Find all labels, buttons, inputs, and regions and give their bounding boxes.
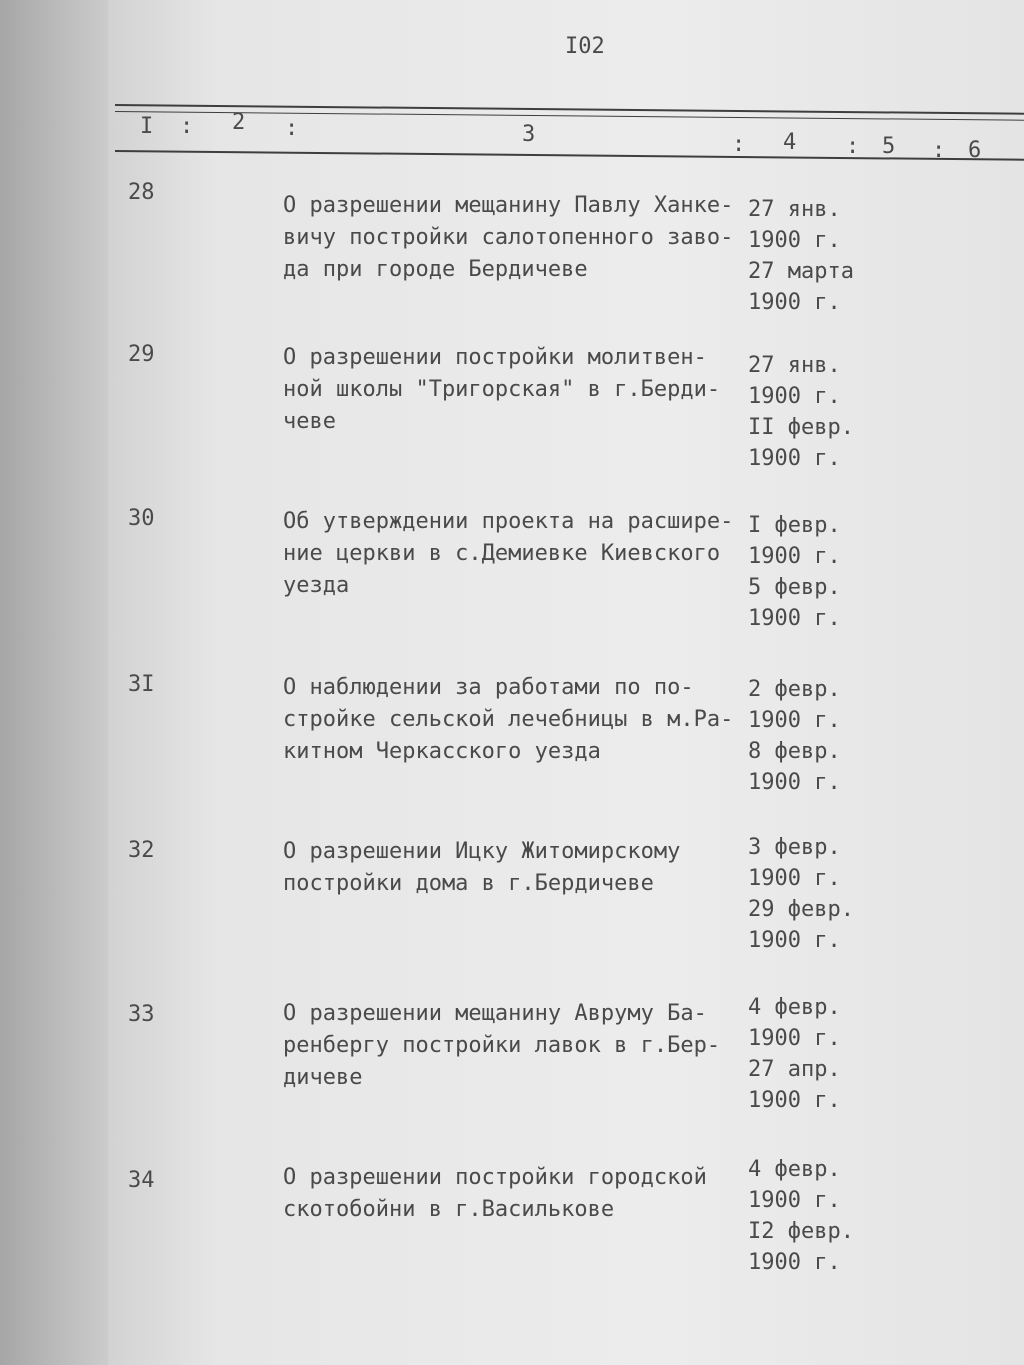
row-number: 34 xyxy=(128,1168,155,1193)
column-separator: : xyxy=(180,114,194,139)
column-separator: : xyxy=(732,132,746,157)
row-number: 33 xyxy=(128,1002,155,1027)
row-title: О разрешении Ицку Житомирскому постройки дома в г.Бердичеве xyxy=(283,839,681,896)
row-dates: I февр. 1900 г. 5 февр. 1900 г. xyxy=(748,513,841,631)
row-number: 30 xyxy=(128,506,155,531)
row-title: О разрешении постройки городской скотобойни в г.Василькове xyxy=(283,1165,707,1222)
column-header-3: 3 xyxy=(522,122,536,147)
row-number: 29 xyxy=(128,342,155,367)
row-number: 32 xyxy=(128,838,155,863)
row-title: О разрешении постройки молитвен- ной школы "Тригорская" в г.Берди- чеве xyxy=(283,345,721,434)
row-title: О наблюдении за работами по по- стройке сельской лечебницы в м.Ра- китном Черкасского уезда xyxy=(283,675,734,764)
row-title: Об утверждении проекта на расшире- ние церкви в с.Демиевке Киевского уезда xyxy=(283,509,734,598)
row-title: О разрешении мещанину Павлу Ханке- вичу постройки салотопенного заво- да при городе Бердичеве xyxy=(283,193,734,282)
row-dates: 4 февр. 1900 г. I2 февр. 1900 г. xyxy=(748,1157,854,1275)
row-number: 28 xyxy=(128,180,155,205)
column-header-1: I xyxy=(140,114,154,139)
column-header-5: 5 xyxy=(882,134,896,159)
row-dates: 3 февр. 1900 г. 29 февр. 1900 г. xyxy=(748,835,854,953)
column-header-4: 4 xyxy=(783,130,797,155)
column-header-2: 2 xyxy=(232,110,246,135)
row-dates: 27 янв. 1900 г. 27 марта 1900 г. xyxy=(748,197,854,315)
row-title: О разрешении мещанину Авруму Ба- ренбергу постройки лавок в г.Бер- дичеве xyxy=(283,1001,721,1090)
row-dates: 27 янв. 1900 г. II февр. 1900 г. xyxy=(748,353,854,471)
left-binding xyxy=(0,0,118,1365)
row-number: 3I xyxy=(128,672,155,697)
row-dates: 2 февр. 1900 г. 8 февр. 1900 г. xyxy=(748,677,841,795)
column-separator: : xyxy=(285,116,299,141)
column-separator: : xyxy=(932,138,946,163)
column-header-6: 6 xyxy=(968,138,982,163)
row-dates: 4 февр. 1900 г. 27 апр. 1900 г. xyxy=(748,995,841,1113)
column-separator: : xyxy=(846,134,860,159)
page-number: I02 xyxy=(565,34,605,59)
